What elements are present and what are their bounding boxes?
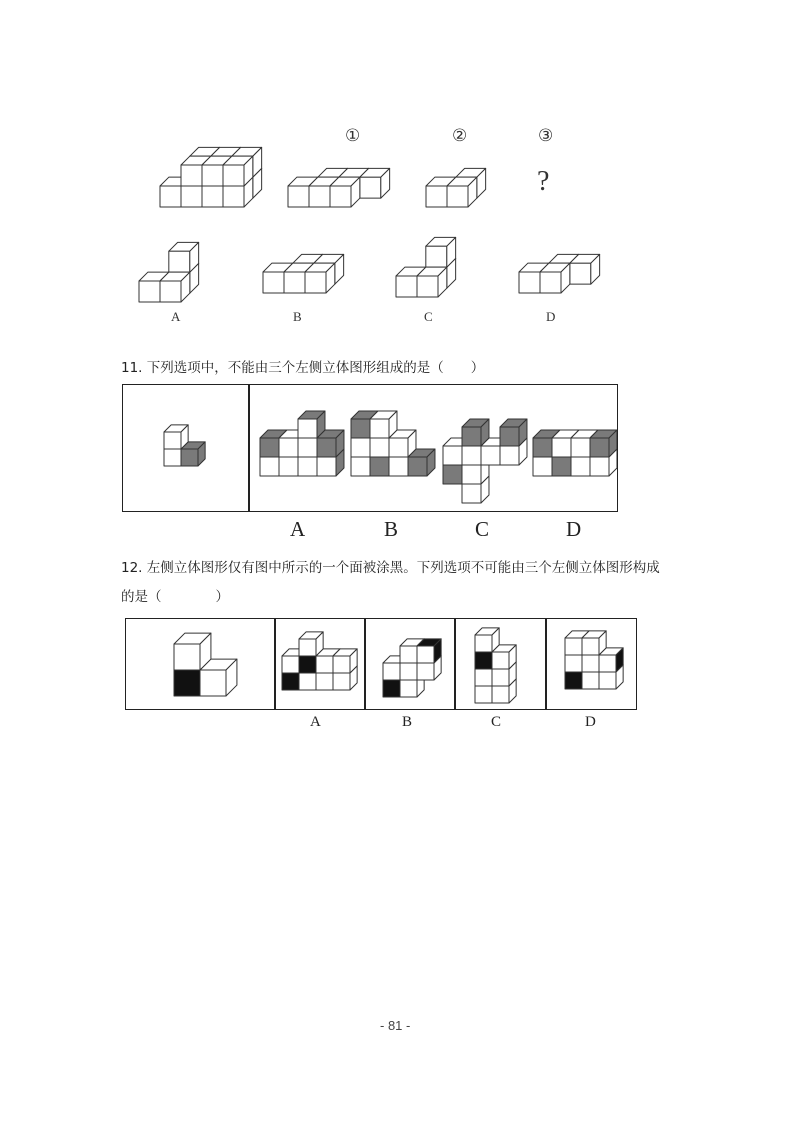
q12-option-a-label[interactable]: A [310, 714, 321, 730]
cube-side-face [438, 267, 447, 297]
cube-top-face [288, 177, 318, 186]
cube-front-face [181, 165, 202, 186]
cube-top-face [360, 168, 390, 177]
cube-side-face [223, 156, 232, 186]
cube-side-face [181, 177, 190, 207]
cube-top-face [190, 147, 220, 156]
cube-top-face [139, 272, 169, 281]
q12-frame-divider-2 [364, 619, 366, 709]
cube-top-face [447, 177, 477, 186]
cube-top-face [456, 168, 486, 177]
cube-top-face [540, 263, 570, 272]
cube-top-face [284, 263, 314, 272]
q10-option-d-label[interactable]: D [546, 309, 556, 324]
cube-side-face [253, 147, 262, 177]
cube-side-face [160, 272, 169, 302]
q11-figure-frame [122, 384, 618, 512]
q10-piece-2-cubes [426, 168, 486, 207]
cube-top-face [417, 267, 447, 276]
cube-side-face [284, 263, 293, 293]
q11-option-d-label[interactable]: D [566, 517, 582, 541]
cube-top-face [309, 177, 339, 186]
cube-top-face [396, 267, 426, 276]
cube-side-face [540, 263, 549, 293]
cube-side-face [305, 263, 314, 293]
q12-figure-frame [125, 618, 637, 710]
cube-front-face [232, 156, 253, 177]
unknown-piece-mark: ? [537, 166, 550, 197]
q12-option-c-label[interactable]: C [491, 714, 502, 730]
cube-front-face [160, 281, 181, 302]
cube-side-face [253, 168, 262, 198]
cube-side-face [211, 168, 220, 198]
cube-side-face [326, 263, 335, 293]
cube-top-face [223, 177, 253, 186]
cube-top-face [232, 147, 262, 156]
cube-side-face [381, 168, 390, 198]
cube-side-face [447, 258, 456, 288]
cube-side-face [190, 242, 199, 272]
cube-top-face [202, 156, 232, 165]
cube-front-face [211, 156, 232, 177]
cube-top-face [293, 254, 323, 263]
q12-frame-divider-1 [274, 619, 276, 709]
cube-side-face [417, 267, 426, 297]
cube-side-face [232, 168, 241, 198]
cube-front-face [288, 186, 309, 207]
cube-top-face [426, 237, 456, 246]
cube-side-face [591, 254, 600, 284]
page-number: - 81 - [380, 1018, 411, 1033]
q10-option-c-cubes [396, 237, 456, 297]
cube-side-face [447, 237, 456, 267]
cube-front-face [314, 263, 335, 284]
q11-option-b-label[interactable]: B [384, 517, 399, 541]
cube-front-face [293, 263, 314, 284]
q11-option-c-label[interactable]: C [475, 517, 490, 541]
cube-side-face [561, 263, 570, 293]
cube-front-face [330, 186, 351, 207]
cube-top-face [160, 272, 190, 281]
cube-side-face [477, 168, 486, 198]
cube-front-face [456, 177, 477, 198]
cube-top-face [426, 258, 456, 267]
cube-top-face [223, 156, 253, 165]
cube-front-face [360, 177, 381, 198]
cube-side-face [339, 168, 348, 198]
cube-front-face [223, 165, 244, 186]
cube-side-face [309, 177, 318, 207]
cube-front-face [426, 267, 447, 288]
cube-side-face [447, 177, 456, 207]
q12-frame-divider-3 [454, 619, 456, 709]
cube-front-face [211, 177, 232, 198]
cube-side-face [232, 147, 241, 177]
cube-front-face [263, 272, 284, 293]
q12-question-line-1: 12. 左侧立体图形仅有图中所示的一个面被涂黑。下列选项不可能由三个左侧立体图形构成 [121, 560, 660, 576]
cube-front-face [447, 186, 468, 207]
cube-front-face [318, 177, 339, 198]
cube-front-face [202, 165, 223, 186]
q10-option-a-cubes [139, 242, 199, 302]
cube-side-face [330, 177, 339, 207]
cube-side-face [202, 177, 211, 207]
q12-option-b-label[interactable]: B [402, 714, 413, 730]
q10-option-b-label[interactable]: B [293, 309, 302, 324]
cube-side-face [468, 177, 477, 207]
cube-top-face [169, 242, 199, 251]
cube-side-face [351, 177, 360, 207]
cube-front-face [190, 177, 211, 198]
cube-front-face [426, 246, 447, 267]
cube-top-face [211, 147, 241, 156]
cube-front-face [540, 272, 561, 293]
q10-target-cubes [160, 147, 262, 207]
cube-front-face [190, 156, 211, 177]
cube-top-face [339, 168, 369, 177]
cube-top-face [169, 263, 199, 272]
cube-front-face [139, 281, 160, 302]
q11-frame-divider [248, 385, 250, 511]
cube-front-face [169, 251, 190, 272]
cube-front-face [284, 272, 305, 293]
cube-front-face [549, 263, 570, 284]
cube-side-face [223, 177, 232, 207]
q12-question-line-2: 的是（ ） [121, 589, 229, 605]
cube-front-face [570, 263, 591, 284]
cube-side-face [244, 156, 253, 186]
cube-side-face [360, 168, 369, 198]
q12-option-d-label[interactable]: D [585, 714, 596, 730]
cube-front-face [339, 177, 360, 198]
cube-top-face [570, 254, 600, 263]
cube-top-face [181, 156, 211, 165]
cube-top-face [549, 254, 579, 263]
cube-top-face [426, 177, 456, 186]
cube-top-face [314, 254, 344, 263]
cube-top-face [190, 168, 220, 177]
q10-option-d-cubes [519, 254, 600, 293]
cube-front-face [417, 276, 438, 297]
cube-front-face [181, 186, 202, 207]
cube-front-face [160, 186, 181, 207]
q11-option-a-label[interactable]: A [290, 517, 306, 541]
cube-top-face [202, 177, 232, 186]
piece-marker-1: ① [345, 126, 361, 145]
cube-front-face [305, 272, 326, 293]
cube-side-face [202, 156, 211, 186]
cube-side-face [570, 254, 579, 284]
cube-side-face [181, 272, 190, 302]
cube-top-face [519, 263, 549, 272]
cube-front-face [309, 186, 330, 207]
q10-option-c-label[interactable]: C [424, 309, 433, 324]
q12-frame-divider-4 [545, 619, 547, 709]
q11-question-text: 11. 下列选项中，不能由三个左侧立体图形组成的是（ ） [121, 360, 485, 376]
cube-side-face [244, 177, 253, 207]
cube-top-face [211, 168, 241, 177]
cube-side-face [314, 254, 323, 284]
q10-piece-1-cubes [288, 168, 390, 207]
cube-top-face [232, 168, 262, 177]
cube-front-face [223, 186, 244, 207]
piece-marker-3: ③ [538, 126, 554, 145]
q10-option-b-cubes [263, 254, 344, 293]
cube-top-face [263, 263, 293, 272]
cube-top-face [330, 177, 360, 186]
cube-top-face [181, 177, 211, 186]
cube-side-face [335, 254, 344, 284]
q10-option-a-label[interactable]: A [171, 309, 181, 324]
cube-side-face [211, 147, 220, 177]
cube-front-face [519, 272, 540, 293]
cube-side-face [190, 263, 199, 293]
cube-front-face [169, 272, 190, 293]
piece-marker-2: ② [452, 126, 468, 145]
cube-front-face [202, 186, 223, 207]
cube-front-face [396, 276, 417, 297]
cube-front-face [232, 177, 253, 198]
cube-top-face [160, 177, 190, 186]
cube-top-face [305, 263, 335, 272]
cube-front-face [426, 186, 447, 207]
cube-top-face [318, 168, 348, 177]
